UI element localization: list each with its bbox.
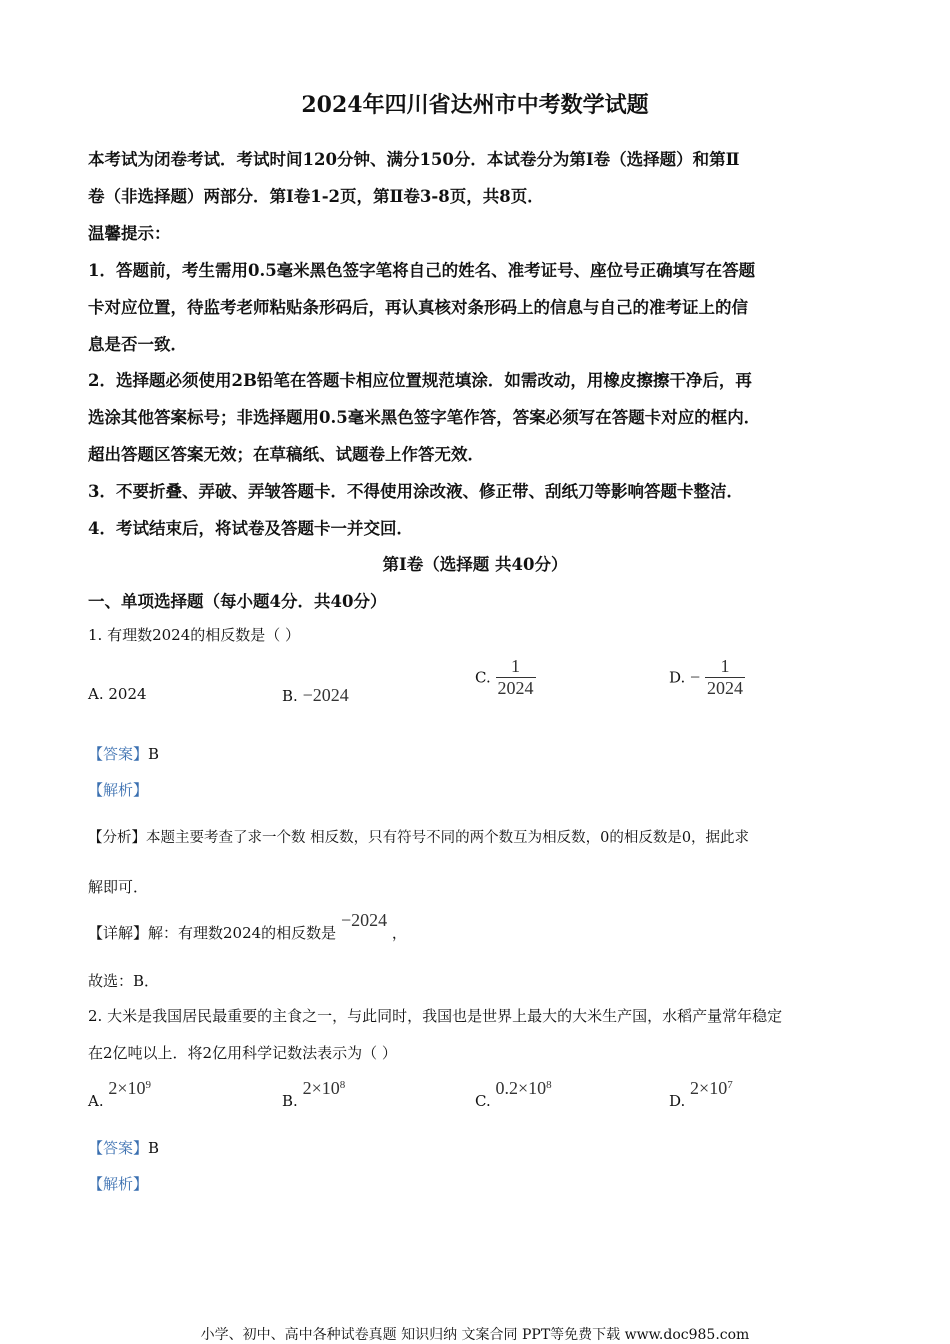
intro-line-2: 卷（非选择题）两部分．第Ⅰ卷1-2页，第Ⅱ卷3-8页，共8页． [88,187,544,206]
q2-option-a-label: A. [88,1092,104,1110]
tip-1-line-1: 1．答题前，考生需用0.5毫米黑色签字笔将自己的姓名、准考证号、座位号正确填写在答题 [88,261,756,280]
section-heading: 第Ⅰ卷（选择题 共40分） [382,555,568,574]
tip-2-line-3: 超出答题区答案无效；在草稿纸、试题卷上作答无效． [88,445,484,464]
q1-option-d-numerator: 1 [720,656,730,676]
q1-detail-comma: ， [391,924,407,942]
q1-option-d-denominator: 2024 [706,678,743,698]
q2-option-d-base: 2×10 [690,1078,728,1098]
q1-answer-value: B [148,745,160,763]
q2-stem-line-1: 2. 大米是我国居民最重要的主食之一，与此同时，我国也是世界上最大的大米生产国，水稻产量常年稳定 [88,1007,783,1025]
q2-option-b [282,1078,346,1110]
q1-option-c-label: C. [475,668,491,687]
q2-analysis-tag: 【解析】 [88,1175,149,1193]
q1-analysis-line-1: 【分析】本题主要考查了求一个数 相反数，只有符号不同的两个数互为相反数，0的相反数是0，据此求 [88,830,750,846]
q2-option-c-label: C. [475,1092,491,1110]
q2-answer-tag: 【答案】 [88,1139,149,1157]
q1-option-b-label: B. [282,687,298,705]
q1-analysis-tag: 【解析】 [88,781,149,799]
tip-1-line-2: 卡对应位置，待监考老师粘贴条形码后，再认真核对条形码上的信息与自己的准考证上的信 [88,298,748,317]
q1-option-c-numerator: 1 [511,656,520,676]
q2-stem-line-2: 在2亿吨以上．将2亿用科学记数法表示为（ ） [88,1044,397,1062]
q1-detail [88,910,407,942]
q1-option-c-denominator: 2024 [497,678,534,698]
q1-option-c-fraction [496,656,536,699]
q2-option-c-base: 0.2×10 [495,1078,547,1098]
q1-stem: 1. 有理数2024的相反数是（ ） [88,626,301,644]
q2-option-c [475,1078,552,1110]
page-footer: 小学、初中、高中各种试卷真题 知识归纳 文案合同 PPT等免费下载 www.doc985.com [200,1327,750,1343]
q1-detail-math: −2024 [340,910,388,930]
q2-option-d [669,1078,733,1110]
intro-line-1: 本考试为闭卷考试．考试时间120分钟、满分150分．本试卷分为第Ⅰ卷（选择题）和第Ⅱ [88,150,740,169]
q1-option-d-fraction [705,656,745,699]
q1-option-c [475,656,536,699]
q2-option-c-exponent: 8 [546,1079,552,1091]
tip-3: 3．不要折叠、弄破、弄皱答题卡．不得使用涂改液、修正带、刮纸刀等影响答题卡整洁． [88,482,743,501]
tips-heading: 温馨提示： [88,224,171,243]
q1-option-b [282,685,349,706]
q1-option-d-sign: − [690,667,701,687]
tip-1-line-3: 息是否一致． [88,335,187,354]
part-heading: 一、单项选择题（每小题4分．共40分） [88,592,387,611]
q1-detail-text: 【详解】解：有理数2024的相反数是 [88,924,337,942]
q2-option-d-exponent: 7 [727,1079,733,1091]
tip-4: 4．考试结束后，将试卷及答题卡一并交回． [88,519,413,538]
q1-answer-tag: 【答案】 [88,745,149,763]
q2-answer [88,1137,159,1158]
q2-option-a-base: 2×10 [108,1078,146,1098]
q2-option-a [88,1078,152,1110]
q1-option-d-label: D. [669,668,686,687]
q1-choice: 故选：B． [88,972,160,990]
q2-option-b-label: B. [282,1092,298,1110]
q2-option-d-label: D. [669,1092,686,1110]
q1-analysis-line-2: 解即可． [88,878,149,896]
q1-option-a: A. 2024 [88,685,147,703]
q2-answer-value: B [148,1139,160,1157]
q2-option-b-base: 2×10 [302,1078,340,1098]
q2-option-b-exponent: 8 [339,1079,346,1091]
q1-option-b-math: −2024 [302,685,349,705]
q2-option-a-exponent: 9 [145,1079,152,1091]
page-title: 2024年四川省达州市中考数学试题 [301,92,649,118]
q1-option-d [669,656,745,699]
q1-answer [88,743,159,764]
tip-2-line-2: 选涂其他答案标号；非选择题用0.5毫米黑色签字笔作答，答案必须写在答题卡对应的框内． [88,408,761,427]
tip-2-line-1: 2．选择题必须使用2B铅笔在答题卡相应位置规范填涂．如需改动，用橡皮擦擦干净后，再 [88,371,752,390]
